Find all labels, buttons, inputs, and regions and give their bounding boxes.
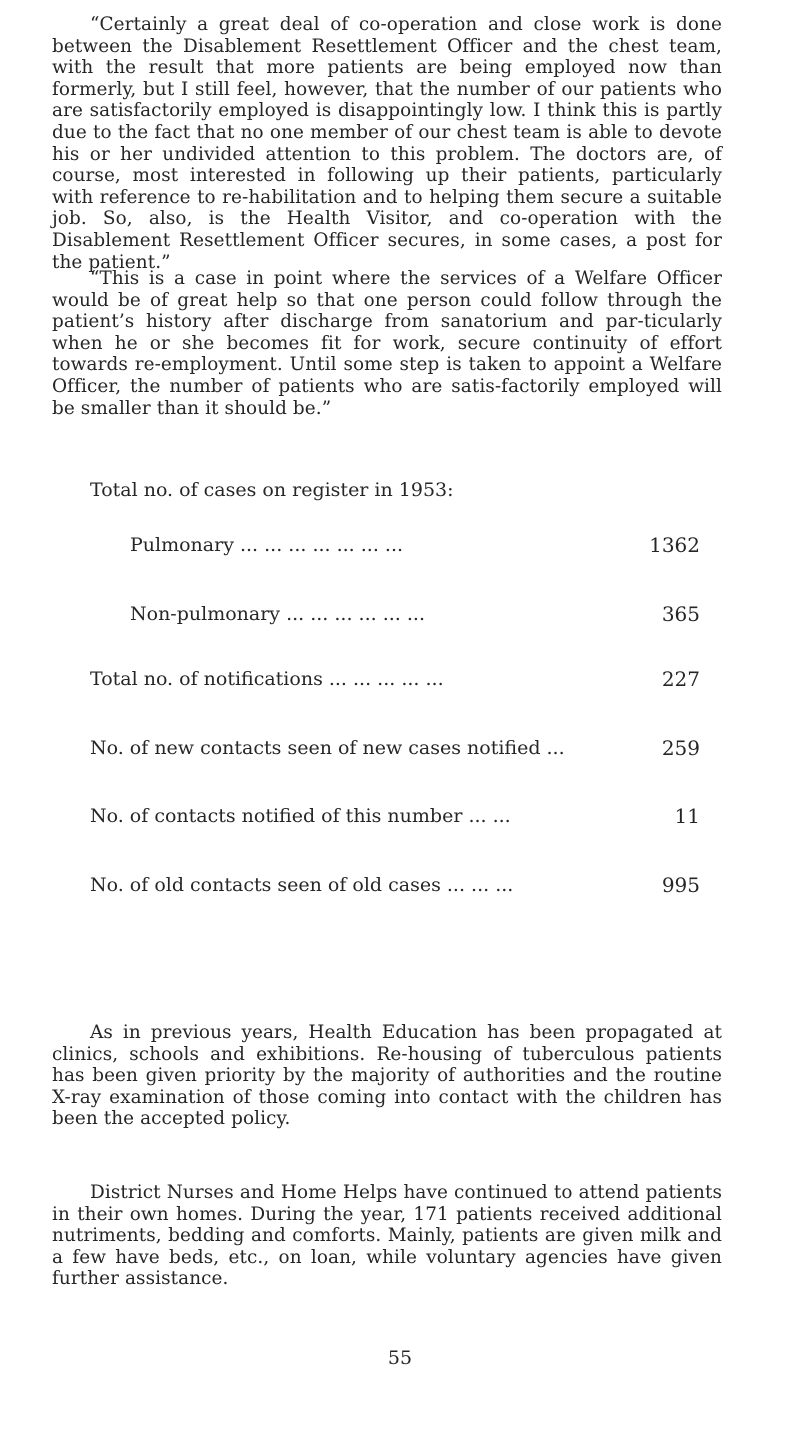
stat-label: Total no. of notifications ... ... ... ... ... [90, 668, 444, 690]
district-nurses-paragraph: District Nurses and Home Helps have continued to attend patients in their own homes. During the year, 171 patients received additional nutriments, bedding and comforts. Mainly, patients are given milk and a few have beds, etc., on loan, while voluntary agencies have given further assistance. [52, 1182, 722, 1290]
stat-row-notifications [90, 666, 700, 692]
page-number: 55 [387, 1347, 413, 1369]
stat-row-old-contacts [90, 872, 700, 898]
stat-label: No. of new contacts seen of new cases notified ... [90, 737, 565, 759]
stat-value: 995 [661, 873, 700, 897]
register-heading: Total no. of cases on register in 1953: [90, 479, 454, 501]
quote-paragraph-dro: “Certainly a great deal of co-operation and close work is done between the Disablement Resettlement Officer and the chest team, with the result that more patients are being employed now than formerly, but I still feel, however, that the number of our patients who are satisfactorily employed is disappointingly low. I think this is partly due to the fact that no one member of our chest team is able to devote his or her undivided attention to this problem. The doctors are, of course, most interested in following up their patients, particularly with reference to re-habilitation and to helping them secure a suitable job. So, also, is the Health Visitor, and co-operation with the Disablement Resettlement Officer secures, in some cases, a post for the patient.” [52, 14, 722, 273]
stat-value: 11 [674, 804, 700, 828]
stat-label: Pulmonary ... ... ... ... ... ... ... [130, 534, 404, 556]
stat-value: 259 [661, 736, 700, 760]
quote-paragraph-welfare-officer: “This is a case in point where the services of a Welfare Officer would be of great help so that one person could follow through the patient’s history after discharge from sanatorium and par-ticularly when he or she becomes fit for work, secure continuity of effort towards re-employment. Until some step is taken to appoint a Welfare Officer, the number of patients who are satis-factorily employed will be smaller than it should be.” [52, 268, 722, 419]
stat-value: 227 [661, 667, 700, 691]
stat-label: No. of contacts notified of this number ... ... [90, 805, 511, 827]
stat-row-pulmonary [90, 532, 700, 558]
stat-row-non-pulmonary [90, 601, 700, 627]
stat-value: 1362 [649, 533, 700, 557]
stat-label: No. of old contacts seen of old cases ... ... ... [90, 874, 514, 896]
stat-row-contacts-notified [90, 803, 700, 829]
stat-value: 365 [661, 602, 700, 626]
health-education-paragraph: As in previous years, Health Education has been propagated at clinics, schools and exhibitions. Re-housing of tuberculous patients has been given priority by the majority of authorities and the routine X-ray examination of those coming into contact with the children has been the accepted policy. [52, 1022, 722, 1130]
stat-label: Non-pulmonary ... ... ... ... ... ... [130, 603, 425, 625]
stat-row-new-contacts [90, 735, 700, 761]
